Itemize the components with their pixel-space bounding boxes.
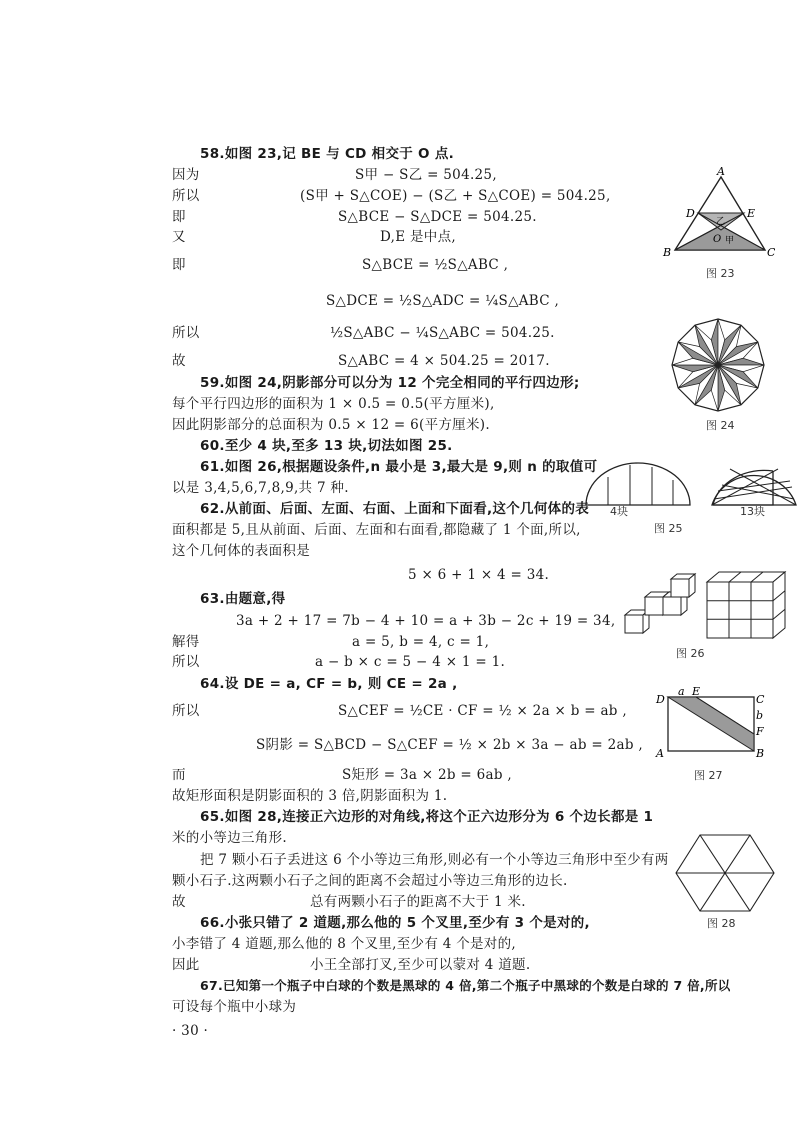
label-c: C <box>767 246 775 259</box>
problem-61-heading: 61.如图 26,根据题设条件,n 最小是 3,最大是 9,则 n 的取值可 <box>200 459 598 475</box>
problem-59-heading: 59.如图 24,阴影部分可以分为 12 个完全相同的平行四边形; <box>200 375 580 391</box>
label-segment-b: b <box>756 709 764 722</box>
text-line: 每个平行四边形的面积为 1 × 0.5 = 0.5(平方厘米), <box>172 396 495 412</box>
figure-26 <box>620 560 795 640</box>
equation: ½S△ABC − ¼S△ABC = 504.25. <box>330 325 555 341</box>
caption-fig28: 图 28 <box>707 917 736 930</box>
equation: (S甲 + S△COE) − (S乙 + S△COE) = 504.25, <box>300 188 611 204</box>
text-line: 颗小石子.这两颗小石子之间的距离不会超过小等边三角形的边长. <box>172 873 568 889</box>
equation: S矩形 = 3a × 2b = 6ab , <box>342 767 512 783</box>
problem-62-heading: 62.从前面、后面、左面、右面、上面和下面看,这个几何体的表 <box>200 501 590 517</box>
label-jia: 甲 <box>725 236 735 246</box>
label-d: D <box>686 207 695 220</box>
problem-67-heading: 67.已知第一个瓶子中白球的个数是黑球的 4 倍,第二个瓶子中黑球的个数是白球的 7 倍,所以 <box>200 978 731 993</box>
text-line: 解得 <box>172 634 200 650</box>
equation: S△BCE − S△DCE = 504.25. <box>338 209 537 225</box>
equation: D,E 是中点, <box>380 229 456 245</box>
equation: S阴影 = S△BCD − S△CEF = ½ × 2b × 3a − ab = 2ab , <box>256 737 643 753</box>
text-line: 即 <box>172 257 186 273</box>
caption-fig25: 图 25 <box>654 522 683 535</box>
text-line: 所以 <box>172 654 200 670</box>
text-line: 可设每个瓶中小球为 <box>172 999 297 1015</box>
label-13-pieces: 13块 <box>740 505 765 518</box>
text-line: 故 <box>172 894 186 910</box>
label-a: A <box>656 747 664 760</box>
text-line: 故矩形面积是阴影面积的 3 倍,阴影面积为 1. <box>172 788 448 804</box>
text-line: 又 <box>172 229 186 245</box>
equation: S△DCE = ½S△ADC = ¼S△ABC , <box>326 293 560 309</box>
caption-fig24: 图 24 <box>706 419 735 432</box>
problem-65-heading: 65.如图 28,连接正六边形的对角线,将这个正六边形分为 6 个边长都是 1 <box>200 809 654 825</box>
label-e: E <box>692 685 701 698</box>
label-o: O <box>713 234 722 245</box>
text-line: 所以 <box>172 703 200 719</box>
label-f: F <box>756 725 764 738</box>
equation: S△ABC = 4 × 504.25 = 2017. <box>338 353 550 369</box>
figure-24 <box>668 315 768 415</box>
equation: 3a + 2 + 17 = 7b − 4 + 10 = a + 3b − 2c + 19 = 34, <box>236 613 616 629</box>
text-line: 这个几何体的表面积是 <box>172 543 310 559</box>
text-line: 所以 <box>172 325 200 341</box>
problem-60-heading: 60.至少 4 块,至多 13 块,切法如图 25. <box>200 438 453 454</box>
problem-63-heading: 63.由题意,得 <box>200 591 286 607</box>
problem-64-heading: 64.设 DE = a, CF = b, 则 CE = 2a , <box>200 676 458 692</box>
label-d: D <box>656 693 665 706</box>
equation: a = 5, b = 4, c = 1, <box>352 634 490 650</box>
equation: S甲 − S乙 = 504.25, <box>355 167 497 183</box>
label-yi: 乙 <box>716 217 726 227</box>
caption-fig27: 图 27 <box>694 769 723 782</box>
caption-fig26: 图 26 <box>676 647 705 660</box>
equation: S△CEF = ½CE · CF = ½ × 2a × b = ab , <box>338 703 627 719</box>
page-number: · 30 · <box>172 1023 209 1039</box>
text-line: 米的小等边三角形. <box>172 830 287 846</box>
text-line: 因为 <box>172 167 200 183</box>
label-c: C <box>756 693 765 706</box>
equation: 5 × 6 + 1 × 4 = 34. <box>408 567 550 583</box>
label-b: B <box>756 747 765 760</box>
text-line: 总有两颗小石子的距离不大于 1 米. <box>310 894 526 910</box>
text-line: 以是 3,4,5,6,7,8,9,共 7 种. <box>172 480 349 496</box>
text-line: 而 <box>172 767 186 783</box>
figure-28 <box>670 828 780 918</box>
text-line: 小李错了 4 道题,那么他的 8 个叉里,至少有 4 个是对的, <box>172 936 516 952</box>
label-b: B <box>663 246 672 259</box>
label-4-pieces: 4块 <box>610 505 628 518</box>
text-line: 小王全部打叉,至少可以蒙对 4 道题. <box>310 957 531 973</box>
text-line: 即 <box>172 209 186 225</box>
figure-23 <box>655 165 775 270</box>
label-a: A <box>717 165 725 178</box>
equation: a − b × c = 5 − 4 × 1 = 1. <box>315 654 506 670</box>
text-line: 把 7 颗小石子丢进这 6 个小等边三角形,则必有一个小等边三角形中至少有两 <box>200 852 669 868</box>
text-line: 因此阴影部分的总面积为 0.5 × 12 = 6(平方厘米). <box>172 417 490 433</box>
equation: S△BCE = ½S△ABC , <box>362 257 509 273</box>
text-line: 所以 <box>172 188 200 204</box>
problem-66-heading: 66.小张只错了 2 道题,那么他的 5 个叉里,至少有 3 个是对的, <box>200 915 590 931</box>
problem-58-heading: 58.如图 23,记 BE 与 CD 相交于 O 点. <box>200 146 455 162</box>
caption-fig23: 图 23 <box>706 267 735 280</box>
label-e: E <box>747 207 756 220</box>
figure-27 <box>650 685 775 760</box>
label-segment-a: a <box>678 685 685 698</box>
text-line: 因此 <box>172 957 200 973</box>
text-line: 故 <box>172 353 186 369</box>
text-line: 面积都是 5,且从前面、后面、左面和右面看,都隐藏了 1 个面,所以, <box>172 522 581 538</box>
